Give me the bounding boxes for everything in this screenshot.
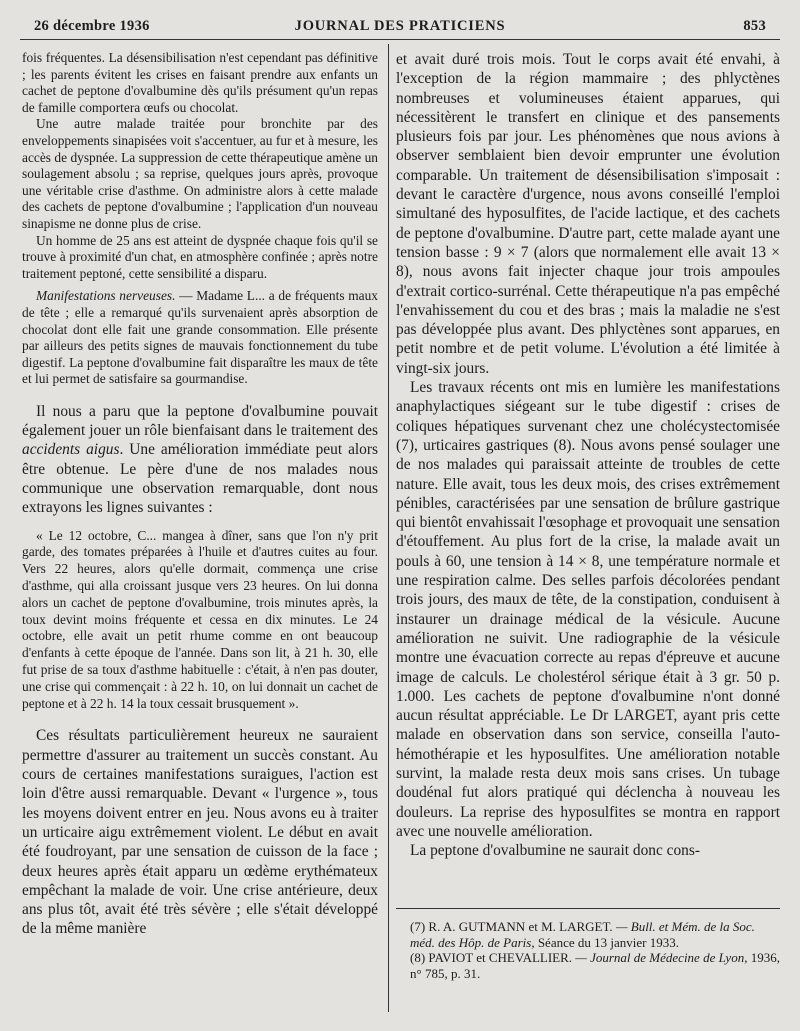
right-column <box>396 50 780 860</box>
header-rule <box>20 39 780 40</box>
footnote-8-source: — Journal de Médecine de Lyon, <box>572 950 748 965</box>
issue-date: 26 décembre 1936 <box>34 18 150 34</box>
nervous-text: — Madame L... a de fréquents maux de tête ; elle a remarqué qu'ils survenaient après absorption de chocolat dont elle fait une grande consommation. Elle présente par ailleurs des petits signes de mauvais fonctionnement du tube digestif. La peptone d'ovalbumine fait disparaître les maux de tête et lui permet de satisfaire sa gourmandise. <box>22 288 378 387</box>
left-column <box>22 50 378 939</box>
footnote-8-rest: 1936, n° 785, p. 31. <box>410 950 780 981</box>
journal-title: JOURNAL DES PRATICIENS <box>294 18 506 34</box>
acute-accidents-emphasis: accidents aigus <box>22 441 120 459</box>
footnote-7-rest: Séance du 13 janvier 1933. <box>534 934 679 950</box>
paragraph-bronchitis-case: Une autre malade traitée pour bronchite par des enveloppements sinapisées voit s'accentuer, au fur et à mesure, les accès de dyspnée. La suppression de cette thérapeutique amène un soulagement absolu ; sa reprise, quelques jours après, provoque une véritable crise d'asthme. On administre alors à cette malade des cachets de peptone d'ovalbumine ; l'application d'un nouveau sinapisme ne donne plus de crise. <box>22 116 378 231</box>
paragraph-continuation: fois fréquentes. La désensibilisation n'est cependant pas définitive ; les parents évitent les crises en faisant prendre aux enfants un cachet de peptone d'ovalbumine dès qu'ils présument qu'un repas de famille comportera œufs ou chocolat. <box>22 50 378 115</box>
footnote-7-authors: (7) R. A. GUTMANN et M. LARGET. <box>410 919 613 934</box>
section-title-nervous: Manifestations nerveuses. <box>36 288 176 304</box>
page-number: 853 <box>743 18 766 34</box>
acute-text-b: . Une amélioration immédiate peut alors être obtenue. Le père d'une de nos malades nous communique une observation remarquable, dont nous extrayons les lignes suivantes : <box>22 441 378 517</box>
paragraph-digestive-manifestations: Les travaux récents ont mis en lumière les manifestations anaphylactiques siégeant sur le tube digestif : crises de coliques hépatiques survenant chez une cholécystectomisée (7), urticaires gastriques (8). Nous avons pensé soulager une de nos malades qui paraissait atteinte de troubles de cette nature. Elle avait, tous les deux mois, des crises extrêmement pénibles, caractérisées par une sensation de brûlure gastrique qui bientôt envahissait l'œsophage et provoquait une sensation d'étouffement. Au plus fort de la crise, la malade avait un pouls à 60, une tension à 14 × 8, une température normale et une respiration calme. Des selles parfois décolorées pendant trois jours, des maux de tête, de la constipation, conduisent à instaurer un drainage médical de la vésicule. Aucune amélioration ne suivit. Une radiographie de la vésicule montre une évacuation correcte au repas d'épreuve et aucune image de calculs. Le cholestérol sérique était à 3 gr. 50 p. 1.000. Les cachets de peptone d'ovalbumine n'ont donné aucun résultat appréciable. Le Dr LARGET, ayant pris cette malade en observation dans son service, conseilla l'auto-hémothérapie et les hyposulfites. Une amélioration notable survint, la malade resta deux mois sans crises. Un tubage doudénal fut alors pratiqué qui déclencha à nouveau les douleurs. La reprise des hyposulfites se montra en rapport avec une nouvelle amélioration. <box>396 379 780 840</box>
footnote-7 <box>396 919 780 950</box>
paragraph-acute-accidents <box>22 402 378 518</box>
paragraph-urticaria-case: Ces résultats particulièrement heureux ne sauraient permettre d'assurer au traitement un succès constant. Au cours de certaines manifestations suraigues, l'action est loin d'être aussi remarquable. Devant « l'urgence », tous les moyens doivent entrer en jeu. Nous avons eu à traiter un urticaire aigu extrêmement violent. Le début en avait été foudroyant, par une sensation de cuisson de la face ; deux heures après était apparu un œdème erythémateux empêchant la malade de voir. Une crise antérieure, deux ans plus tôt, avait été très sévère ; elle s'était développé de la même manière <box>22 727 378 938</box>
column-divider <box>388 44 389 1012</box>
footnote-7-source: — Bull. et Mém. de la Soc. méd. des Hôp. de Paris, <box>410 919 755 950</box>
quoted-observation: « Le 12 octobre, C... mangea à dîner, sans que l'on n'y prit garde, des tomates préparées à l'huile et d'autres cuites au four. Vers 22 heures, alors qu'elle dormait, commença une crise d'asthme, qui alla croissant jusque vers 23 heures. On lui donna alors un cachet de peptone d'ovalbumine, trois minutes après, la toux devint moins fréquente et cessa en dix minutes. Le 24 octobre, elle avait un petit rhume comme en ont beaucoup d'enfants à cette époque de l'année. Dans son lit, à 21 h. 30, elle fut prise de sa toux d'asthme habituelle : c'était, à n'en pas douter, une crise qui commençait : à 22 h. 10, on lui donnait un cachet de peptone et à 22 h. 14 la toux cessait brusquement ». <box>22 527 378 711</box>
footnotes <box>396 908 780 981</box>
footnote-8 <box>396 950 780 981</box>
running-header <box>34 14 766 38</box>
paragraph-conclusion-start: La peptone d'ovalbumine ne saurait donc cons- <box>410 842 700 860</box>
paragraph-nervous-manifestations <box>22 288 378 388</box>
paragraph-urticaria-continuation: et avait duré trois mois. Tout le corps avait été envahi, à l'exception de la région mammaire ; des phlyctènes nombreuses et volumineuses étaient apparues, qui nécessitèrent le transfert en clinique et des pansements plusieurs fois par jour. Les phénomènes que nous avions à observer semblaient bien devoir emprunter une évolution comparable. Un traitement de désensibilisation s'imposait : devant le caractère d'urgence, nous avons conseillé l'emploi simultané des hyposulfites, de l'acide lactique, et des cachets de peptone d'ovalbumine. D'autre part, cette malade ayant une tension basse : 9 × 7 (alors que normalement elle avait 13 × 8), nous avons fait injecter chaque jour trois ampoules d'extrait cortico-surrénal. Cette thérapeutique n'a pas empêché l'envahissement du cou et des bras ; mais la maladie ne s'est pas développée plus avant. Des phlyctènes sont apparues, en petit nombre et de petit volume. L'évolution a été limitée à vingt-six jours. <box>396 51 780 377</box>
footnote-8-authors: (8) PAVIOT et CHEVALLIER. <box>410 950 573 965</box>
acute-text-a: Il nous a paru que la peptone d'ovalbumine pouvait également jouer un rôle bienfaisant dans le traitement des <box>22 402 378 440</box>
paragraph-cat-dyspnea: Un homme de 25 ans est atteint de dyspnée chaque fois qu'il se trouve à proximité d'un chat, en atmosphère confinée ; après notre traitement peptoné, cette sensibilité a disparu. <box>22 232 378 281</box>
